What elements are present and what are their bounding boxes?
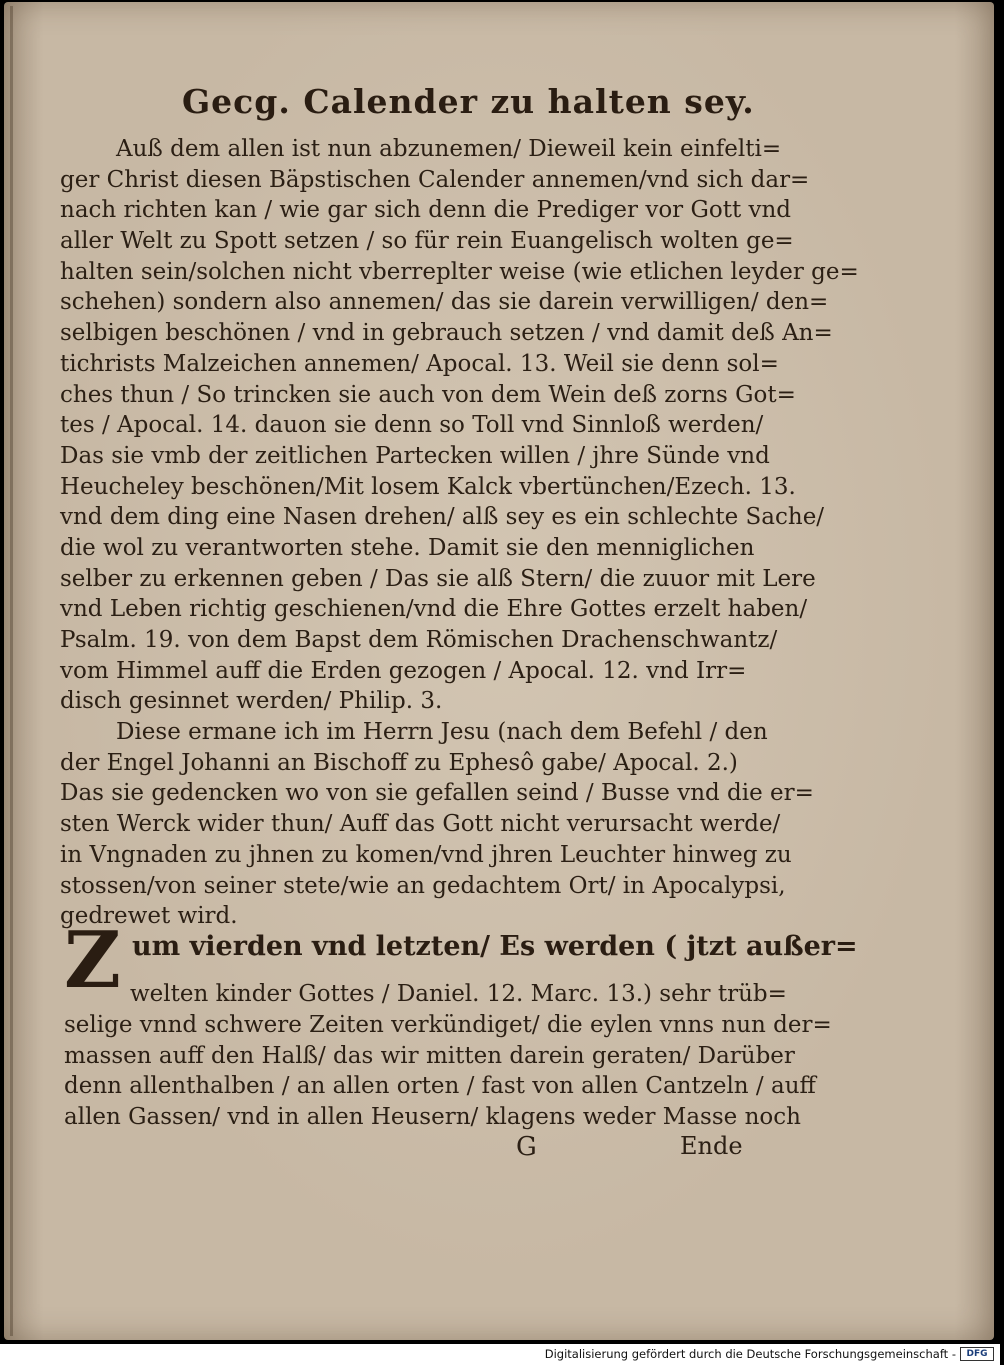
funding-credit: Digitalisierung gefördert durch die Deutsche Forschungsgemeinschaft - bbox=[544, 1347, 956, 1361]
text-line: selige vnnd schwere Zeiten verkündiget/ die eylen vnns nun der= bbox=[64, 1012, 832, 1038]
body-text bbox=[60, 134, 859, 932]
text-line: der Engel Johanni an Bischoff zu Ephesô gabe/ Apocal. 2.) bbox=[60, 749, 738, 776]
catchword: Ende bbox=[680, 1132, 743, 1160]
text-line: selbigen beschönen / vnd in gebrauch setzen / vnd damit deß An= bbox=[60, 320, 833, 347]
text-line: vnd dem ding eine Nasen drehen/ alß sey es ein schlechte Sache/ bbox=[60, 504, 825, 531]
text-line: Heucheley beschönen/Mit losem Kalck vbertünchen/Ezech. 13. bbox=[60, 473, 796, 500]
section-first-line: um vierden vnd letzten/ Es werden ( jtzt außer= bbox=[132, 931, 858, 962]
running-head: Gecg. Calender zu halten sey. bbox=[182, 82, 755, 121]
text-line: denn allenthalben / an allen orten / fast von allen Cantzeln / auff bbox=[64, 1073, 816, 1100]
signature-mark: G bbox=[516, 1132, 537, 1162]
text-line: halten sein/solchen nicht vberreplter weise (wie etlichen leyder ge= bbox=[60, 258, 859, 285]
text-line: disch gesinnet werden/ Philip. 3. bbox=[60, 688, 443, 715]
section-second-line: welten kinder Gottes / Daniel. 12. Marc. 13.) sehr trüb= bbox=[130, 981, 787, 1007]
text-line: vom Himmel auff die Erden gezogen / Apocal. 12. vnd Irr= bbox=[60, 657, 747, 684]
text-line: tichrists Malzeichen annemen/ Apocal. 13. Weil sie denn sol= bbox=[60, 350, 779, 377]
text-line: stossen/von seiner stete/wie an gedachtem Ort/ in Apocalypsi, bbox=[60, 872, 786, 899]
text-line: die wol zu verantworten stehe. Damit sie den menniglichen bbox=[60, 534, 755, 561]
text-line: Auß dem allen ist nun abzunemen/ Dieweil kein einfelti= bbox=[116, 136, 782, 162]
text-line: Psalm. 19. von dem Bapst dem Römischen Drachenschwantz/ bbox=[60, 627, 778, 653]
section-body-text bbox=[64, 1010, 832, 1133]
text-line: Diese ermane ich im Herrn Jesu (nach dem Befehl / den bbox=[116, 719, 768, 746]
scanned-page bbox=[4, 2, 994, 1340]
text-line: ches thun / So trincken sie auch von dem Wein deß zorns Got= bbox=[60, 381, 796, 408]
page-foot-line bbox=[4, 1132, 1004, 1166]
digitization-footer bbox=[0, 1344, 1000, 1365]
text-line: selber zu erkennen geben / Das sie alß Stern/ die zuuor mit Lere bbox=[60, 565, 816, 592]
text-line: gedrewet wird. bbox=[60, 903, 238, 930]
text-line: sten Werck wider thun/ Auff das Gott nicht verursacht werde/ bbox=[60, 811, 781, 838]
text-line: allen Gassen/ vnd in allen Heusern/ klagens weder Masse noch bbox=[64, 1104, 801, 1131]
text-line: vnd Leben richtig geschienen/vnd die Ehre Gottes erzelt haben/ bbox=[60, 596, 808, 623]
text-line: schehen) sondern also annemen/ das sie darein verwilligen/ den= bbox=[60, 289, 829, 316]
decorated-initial: Z bbox=[64, 915, 121, 1006]
text-line: massen auff den Halß/ das wir mitten darein geraten/ Darüber bbox=[64, 1042, 795, 1069]
text-line: Das sie vmb der zeitlichen Partecken willen / jhre Sünde vnd bbox=[60, 442, 770, 469]
dfg-logo-icon: DFG bbox=[960, 1347, 994, 1361]
text-line: Das sie gedencken wo von sie gefallen seind / Busse vnd die er= bbox=[60, 780, 814, 807]
text-line: nach richten kan / wie gar sich denn die Prediger vor Gott vnd bbox=[60, 197, 792, 224]
text-line: ger Christ diesen Bäpstischen Calender annemen/vnd sich dar= bbox=[60, 166, 810, 193]
text-line: in Vngnaden zu jhnen zu komen/vnd jhren Leuchter hinweg zu bbox=[60, 841, 792, 868]
text-line: tes / Apocal. 14. dauon sie denn so Toll vnd Sinnloß werden/ bbox=[60, 412, 764, 439]
text-line: aller Welt zu Spott setzen / so für rein Euangelisch wolten ge= bbox=[60, 228, 794, 255]
